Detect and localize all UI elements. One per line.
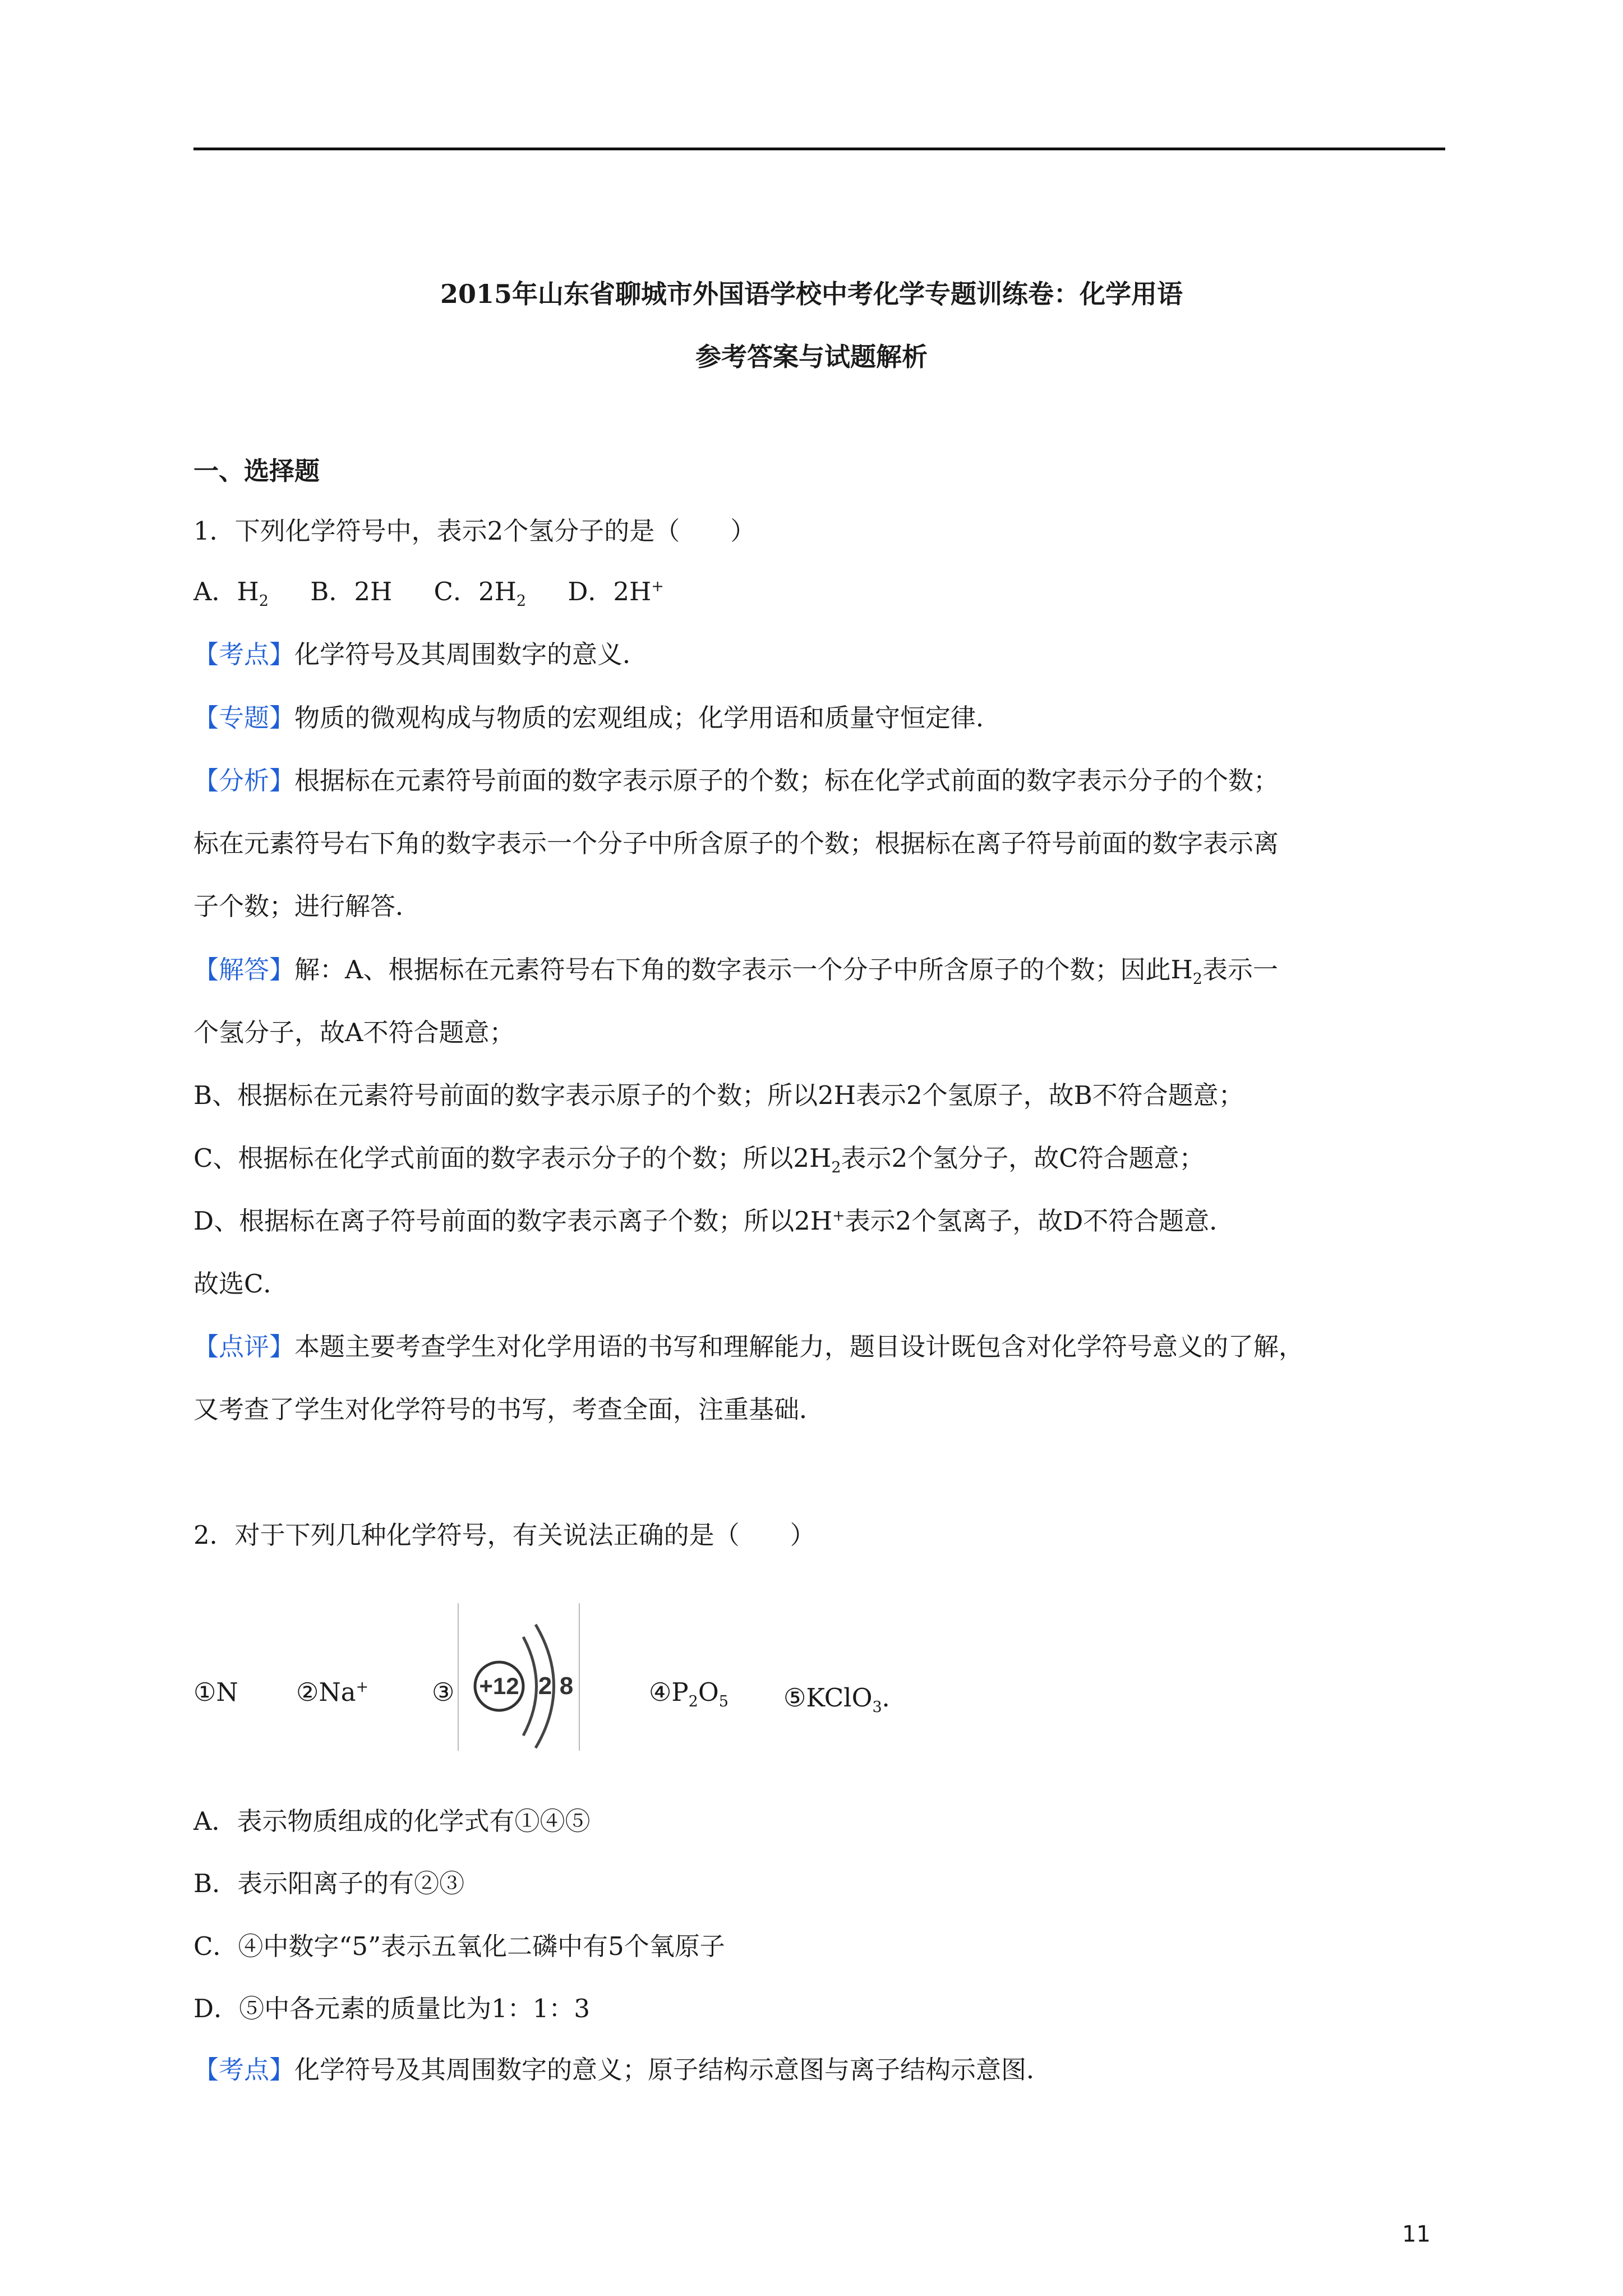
q1-option-d: D．2H+ <box>568 577 664 606</box>
q1-fenxi: 【分析】根据标在元素符号前面的数字表示原子的个数；标在化学式前面的数字表示分子的个数； <box>193 766 1279 795</box>
q1-fenxi-line2: 标在元素符号右下角的数字表示一个分子中所含原子的个数；根据标在离子符号前面的数字表示离 <box>193 829 1279 858</box>
shell-2-electrons: 8 <box>559 1672 574 1700</box>
q1-option-b: B．2H <box>310 577 393 606</box>
q1-answer: 故选C． <box>193 1269 289 1299</box>
q2-symbol-5: ⑤KClO$_3$． <box>783 1683 907 1716</box>
q2-option-b: B．表示阳离子的有②③ <box>193 1869 465 1898</box>
fenxi-tag: 【分析】 <box>193 766 295 795</box>
electron-shell-1 <box>523 1637 537 1736</box>
q1-jieda-line5: D、根据标在离子符号前面的数字表示离子个数；所以2H+表示2个氢离子，故D不符合题意． <box>193 1206 1235 1236</box>
kaodian-tag: 【考点】 <box>193 2055 295 2085</box>
q1-dianping-line2: 又考查了学生对化学符号的书写，考查全面，注重基础． <box>193 1395 825 1424</box>
q1-options <box>193 575 1450 609</box>
q1-jieda: 【解答】解：A、根据标在元素符号右下角的数字表示一个分子中所含原子的个数；因此$H_2$表示一 <box>193 955 1278 988</box>
atom-structure-diagram <box>457 1603 583 1751</box>
q1-stem: 1．下列化学符号中，表示2个氢分子的是（ ） <box>193 516 756 546</box>
q1-jieda-line3: B、根据标在元素符号前面的数字表示原子的个数；所以2H表示2个氢原子，故B不符合题意； <box>193 1080 1244 1110</box>
jieda-tag: 【解答】 <box>193 955 295 984</box>
q2-symbol-3: ③ <box>432 1677 455 1707</box>
q1-kaodian: 【考点】化学符号及其周围数字的意义． <box>193 639 648 669</box>
q2-stem: 2．对于下列几种化学符号，有关说法正确的是（ ） <box>193 1520 815 1550</box>
q2-option-c: C．④中数字“5”表示五氧化二磷中有5个氧原子 <box>193 1931 725 1961</box>
document-subtitle: 参考答案与试题解析 <box>695 342 928 372</box>
q1-fenxi-line3: 子个数；进行解答． <box>193 891 421 921</box>
q2-option-a: A．表示物质组成的化学式有①④⑤ <box>193 1806 591 1836</box>
header-rule <box>193 148 1445 150</box>
document-title: 2015年山东省聊城市外国语学校中考化学专题训练卷：化学用语 <box>440 279 1183 309</box>
dianping-tag: 【点评】 <box>193 1332 295 1361</box>
q1-dianping: 【点评】本题主要考查学生对化学用语的书写和理解能力，题目设计既包含对化学符号意义的了解， <box>193 1332 1304 1361</box>
q1-zhuanti: 【专题】物质的微观构成与物质的宏观组成；化学用语和质量守恒定律． <box>193 703 1002 733</box>
shell-1-electrons: 2 <box>538 1672 552 1700</box>
q2-option-d: D．⑤中各元素的质量比为1：1：3 <box>193 1994 590 2023</box>
zhuanti-tag: 【专题】 <box>193 703 295 733</box>
q2-symbol-1: ①N <box>193 1677 238 1707</box>
section-heading: 一、选择题 <box>193 456 320 486</box>
q2-symbol-4: $④P_2O_5$ <box>649 1677 728 1710</box>
q2-kaodian: 【考点】化学符号及其周围数字的意义；原子结构示意图与离子结构示意图． <box>193 2055 1052 2085</box>
nucleus-charge: +12 <box>479 1673 519 1699</box>
kaodian-tag: 【考点】 <box>193 639 295 669</box>
q1-option-c: C．$2H_2$ <box>434 577 527 610</box>
q1-option-a: A．$H_2$ <box>193 577 269 610</box>
q1-jieda-line2: 个氢分子，故A不符合题意； <box>193 1018 515 1047</box>
page-number: 11 <box>1402 2221 1431 2247</box>
q1-jieda-line4: C、根据标在化学式前面的数字表示分子的个数；所以$2H_2$表示2个氢分子，故C符合题意； <box>193 1143 1205 1176</box>
q2-symbol-2: ②Na+ <box>296 1677 369 1707</box>
